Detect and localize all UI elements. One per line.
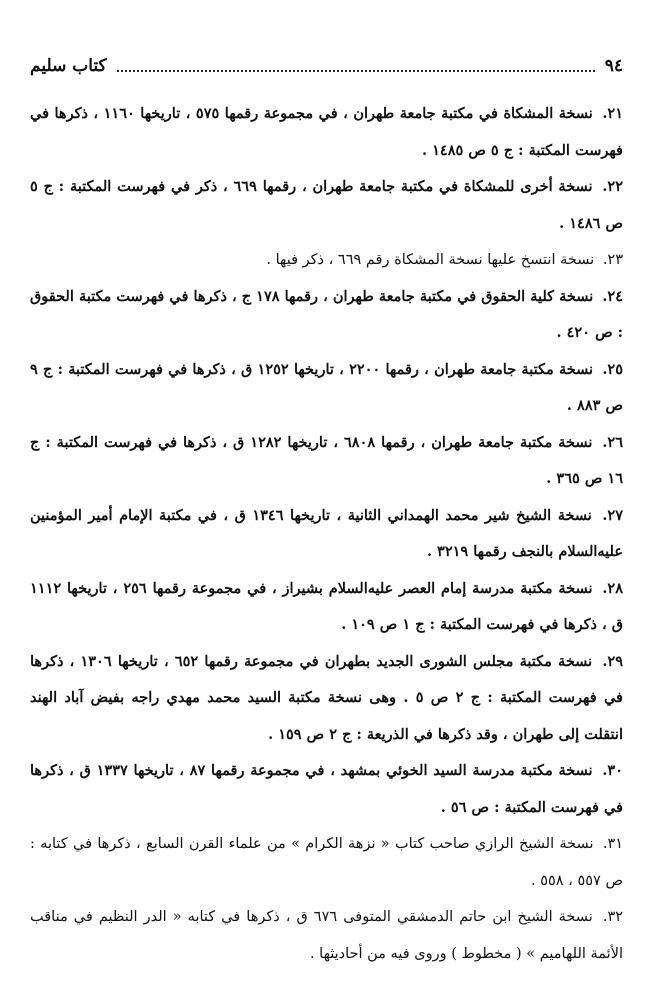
item-text: نسخة مكتبة جامعة طهران ، رقمها ٦٨٠٨ ، تاريخها ١٢٨٢ ق ، ذكرها في فهرست المكتبة : ج ١٦ ص ٣٦٥ . xyxy=(30,433,623,487)
item-number: ٣٢. xyxy=(602,909,624,925)
running-title: كتاب سليم xyxy=(30,56,107,76)
item-number: ٢٤. xyxy=(602,287,623,305)
item-number: ٢٩. xyxy=(602,652,623,670)
item-text: نسخة مكتبة مجلس الشورى الجديد بطهران في مجموعة رقمها ٦٥٢ ، تاريخها ١٣٠٦ ، ذكرها في فهرست المكتبة : ج ٢ ص ٥ . وهى نسخة مكتبة السيد محمد مهدي راجه بفيض آباد الهند انتقلت إلى طهران ، وقد ذكرها في الذريعة : ج ٢ ص ١٥٩ . xyxy=(30,652,623,743)
item-text: نسخة كلية الحقوق في مكتبة جامعة طهران ، رقمها ١٧٨ ج ، ذكرها في فهرست مكتبة الحقوق : ص ٤٢٠ . xyxy=(30,287,623,341)
page-number: ٩٤ xyxy=(604,56,623,76)
list-item xyxy=(30,169,623,242)
list-item xyxy=(30,352,623,425)
list-item xyxy=(30,753,623,826)
item-text: نسخة مكتبة مدرسة السيد الخوئي بمشهد ، في مجموعة رقمها ٨٧ ، تاريخها ١٣٣٧ ق ، ذكرها في فهرست المكتبة : ص ٥٦ . xyxy=(30,762,623,816)
list-item xyxy=(30,644,623,754)
list-item xyxy=(30,826,623,899)
item-number: ٢٥. xyxy=(602,360,623,378)
item-text: نسخة انتسخ عليها نسخة المشكاة رقم ٦٦٩ ، ذكر فيها . xyxy=(266,252,595,268)
item-text: نسخة الشيخ ابن حاتم الدمشقي المتوفى ٦٧٦ ق ، ذكرها في كتابه « الدر النظيم في مناقب الأئمة اللهاميم » ( مخطوط ) وروى فيه من أحاديثها . xyxy=(30,909,623,962)
list-item xyxy=(30,242,623,279)
dotted-leader xyxy=(117,70,595,72)
item-number: ٢١. xyxy=(602,105,623,122)
manuscript-list xyxy=(30,96,623,972)
item-text: نسخة المشكاة في مكتبة جامعة طهران ، في مجموعة رقمها ٥٧٥ ، تاريخها ١١٦٠ ، ذكرها في فهرست المكتبة : ج ٥ ص ١٤٨٥ . xyxy=(30,105,623,159)
list-item xyxy=(30,96,623,169)
item-text: نسخة الشيخ الرازي صاحب كتاب « نزهة الكرام » من علماء القرن السابع ، ذكرها في كتابه : ص ٥٥٧ ، ٥٥٨ . xyxy=(30,836,623,889)
list-item xyxy=(30,498,623,571)
item-number: ٢٢. xyxy=(602,178,623,195)
page-header xyxy=(30,54,623,78)
list-item xyxy=(30,279,623,352)
list-item xyxy=(30,571,623,644)
item-text: نسخة مكتبة جامعة طهران ، رقمها ٢٢٠٠ ، تاريخها ١٢٥٢ ق ، ذكرها في فهرست المكتبة : ج ٩ ص ٨٨٣ . xyxy=(30,360,623,414)
list-item xyxy=(30,425,623,498)
item-text: نسخة مكتبة مدرسة إمام العصر عليه‌السلام بشيراز ، في مجموعة رقمها ٢٥٦ ، تاريخها ١١١٢ ق ، ذكرها في فهرست المكتبة : ج ١ ص ١٠٩ . xyxy=(30,579,623,633)
list-item xyxy=(30,899,623,972)
item-number: ٢٨. xyxy=(602,579,623,597)
item-number: ٢٣. xyxy=(602,252,623,268)
item-text: نسخة الشيخ شير محمد الهمداني الثانية ، تاريخها ١٣٤٦ ق ، في مكتبة الإمام أمير المؤمنين عليه‌السلام بالنجف رقمها ٣٢١٩ . xyxy=(30,506,623,560)
item-number: ٣١. xyxy=(602,836,624,852)
item-number: ٢٧. xyxy=(602,506,623,524)
item-number: ٢٦. xyxy=(602,433,623,451)
item-text: نسخة أخرى للمشكاة في مكتبة جامعة طهران ، رقمها ٦٦٩ ، ذكر في فهرست المكتبة : ج ٥ ص ١٤٨٦ . xyxy=(30,178,623,232)
item-number: ٣٠. xyxy=(602,762,623,779)
